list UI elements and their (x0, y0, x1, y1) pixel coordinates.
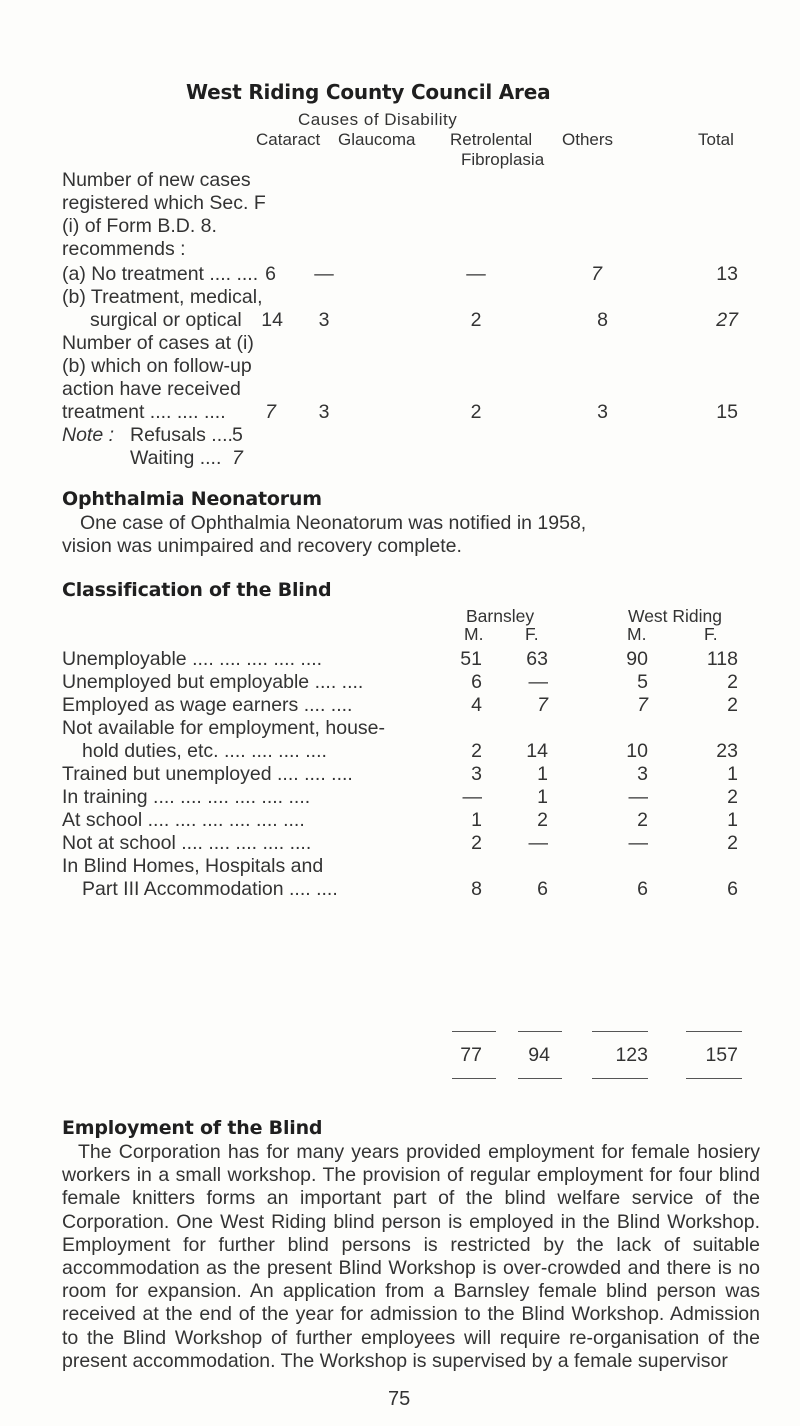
stub-heading-line: registered which Sec. F (62, 192, 266, 214)
cell-west-riding-f: 6 (727, 878, 738, 900)
cell-barnsley-m: 2 (471, 832, 482, 854)
sub-header-f: F. (704, 624, 718, 644)
total-barnsley-m: 77 (460, 1044, 482, 1066)
ophthalmia-heading: Ophthalmia Neonatorum (62, 488, 322, 510)
cell-others: 3 (597, 401, 608, 423)
row-label: (a) No treatment .... .... (62, 263, 259, 285)
cell-west-riding-m: 5 (637, 671, 648, 693)
cell-west-riding-m: 6 (637, 878, 648, 900)
cell-glaucoma: 3 (318, 309, 330, 331)
cell-west-riding-f: 23 (716, 740, 738, 762)
cell-retrolental: — (466, 263, 486, 285)
cell-west-riding-f: 1 (727, 763, 738, 785)
cell-barnsley-f: 1 (537, 786, 548, 808)
note-item-label: Waiting .... (130, 447, 222, 469)
note-label: Note : (62, 424, 115, 446)
total-rule (592, 1031, 648, 1032)
cell-barnsley-f: 7 (537, 694, 548, 716)
cell-barnsley-f: 2 (537, 809, 548, 831)
cell-barnsley-m: — (462, 786, 482, 808)
cell-cataract: 14 (261, 309, 283, 331)
cell-west-riding-f: 1 (727, 809, 738, 831)
cell-cataract: 7 (265, 401, 276, 423)
cell-total: 27 (716, 309, 738, 331)
row-label: At school .... .... .... .... .... .... (62, 809, 305, 831)
ophthalmia-line: vision was unimpaired and recovery complete. (62, 535, 462, 557)
cell-barnsley-m: 8 (471, 878, 482, 900)
cell-barnsley-m: 6 (471, 671, 482, 693)
row-label: (b) Treatment, medical, (62, 286, 263, 308)
row-label: Unemployed but employable .... .... (62, 671, 364, 693)
cell-barnsley-m: 2 (471, 740, 482, 762)
total-rule (518, 1078, 562, 1079)
cell-barnsley-m: 3 (471, 763, 482, 785)
col-header-glaucoma: Glaucoma (338, 130, 416, 149)
group-header-barnsley: Barnsley (466, 606, 535, 626)
cell-glaucoma: 3 (318, 401, 330, 423)
area-title: West Riding County Council Area (186, 80, 551, 104)
total-rule (452, 1031, 496, 1032)
employment-paragraph: The Corporation has for many years provided employment for female hosiery workers in a small workshop. The provision of regular employment for four blind female knitters forms an important part of the blind welfare service of the Corporation. One West Riding blind person is employed in the Blind Workshop. Employment for further blind persons is restricted by the lack of suitable accommodation as the present Blind Workshop is over-crowded and there is no room for expansion. An application from a Barnsley female blind person was received at the end of the year for admission to the Blind Workshop. Admission to the Blind Workshop of further employees will require re-organisation of the present accommodation. The Workshop is supervised by a female supervisor (62, 1141, 760, 1372)
sub-header-m: M. (627, 624, 647, 644)
total-rule (686, 1031, 742, 1032)
col-header-total: Total (698, 130, 734, 149)
classification-heading: Classification of the Blind (62, 579, 332, 601)
col-header-retrolental-sub: Fibroplasia (461, 150, 545, 169)
cell-west-riding-f: 2 (727, 671, 738, 693)
cell-barnsley-f: — (528, 671, 548, 693)
total-west-riding-m: 123 (615, 1044, 648, 1066)
col-header-retrolental: Retrolental (450, 130, 533, 149)
total-west-riding-f: 157 (705, 1044, 738, 1066)
cell-glaucoma: — (314, 263, 334, 285)
row-label: Trained but unemployed .... .... .... (62, 763, 353, 785)
row-label: surgical or optical (90, 309, 242, 331)
total-rule (592, 1078, 648, 1079)
causes-group-header: Causes of Disability (298, 110, 458, 129)
employment-heading: Employment of the Blind (62, 1117, 323, 1139)
cell-west-riding-m: 7 (637, 694, 648, 716)
cell-barnsley-f: 63 (526, 648, 548, 670)
note-item-value: 7 (232, 447, 243, 469)
col-header-others: Others (562, 130, 614, 149)
row-label: hold duties, etc. .... .... .... .... (82, 740, 327, 762)
sub-header-m: M. (464, 624, 484, 644)
row-label: Not at school .... .... .... .... .... (62, 832, 312, 854)
cell-total: 13 (716, 263, 738, 285)
page-number: 75 (388, 1388, 411, 1410)
sub-header-f: F. (525, 624, 539, 644)
cell-west-riding-f: 2 (727, 832, 738, 854)
cell-retrolental: 2 (470, 401, 482, 423)
row-label: Part III Accommodation .... .... (82, 878, 338, 900)
total-rule (518, 1031, 562, 1032)
cell-barnsley-f: 14 (526, 740, 548, 762)
stub-heading-line: (i) of Form B.D. 8. (62, 215, 217, 237)
stub-heading-line: Number of new cases (62, 169, 251, 191)
stub-heading-line: recommends : (62, 238, 186, 260)
cell-west-riding-f: 118 (706, 648, 738, 670)
total-rule (452, 1078, 496, 1079)
row-label: (b) which on follow-up (62, 355, 252, 377)
row-label: Number of cases at (i) (62, 332, 254, 354)
cell-west-riding-m: — (628, 832, 648, 854)
cell-barnsley-m: 1 (471, 809, 482, 831)
cell-barnsley-f: 1 (537, 763, 548, 785)
cell-others: 8 (597, 309, 608, 331)
cell-others: 7 (591, 263, 602, 285)
cell-west-riding-m: — (628, 786, 648, 808)
row-label: treatment .... .... .... (62, 401, 226, 423)
cell-barnsley-f: — (528, 832, 548, 854)
cell-west-riding-f: 2 (727, 786, 738, 808)
cell-west-riding-m: 2 (637, 809, 648, 831)
cell-retrolental: 2 (470, 309, 482, 331)
cell-barnsley-m: 51 (460, 648, 482, 670)
cell-west-riding-m: 10 (626, 740, 648, 762)
note-item-label: Refusals .... (130, 424, 233, 446)
cell-barnsley-m: 4 (471, 694, 482, 716)
ophthalmia-line: One case of Ophthalmia Neonatorum was notified in 1958, (80, 512, 587, 534)
total-rule (686, 1078, 742, 1079)
row-label: Not available for employment, house- (62, 717, 385, 739)
group-header-west-riding: West Riding (628, 606, 723, 626)
total-barnsley-f: 94 (528, 1044, 550, 1066)
cell-west-riding-m: 90 (626, 648, 648, 670)
row-label: action have received (62, 378, 241, 400)
col-header-cataract: Cataract (256, 130, 321, 149)
cell-west-riding-m: 3 (637, 763, 648, 785)
cell-barnsley-f: 6 (537, 878, 548, 900)
row-label: Employed as wage earners .... .... (62, 694, 353, 716)
cell-cataract: 6 (265, 263, 276, 285)
note-item-value: 5 (232, 424, 243, 446)
row-label: In Blind Homes, Hospitals and (62, 855, 324, 877)
row-label: Unemployable .... .... .... .... .... (62, 648, 323, 670)
row-label: In training .... .... .... .... .... .... (62, 786, 311, 808)
cell-total: 15 (716, 401, 738, 423)
cell-west-riding-f: 2 (727, 694, 738, 716)
